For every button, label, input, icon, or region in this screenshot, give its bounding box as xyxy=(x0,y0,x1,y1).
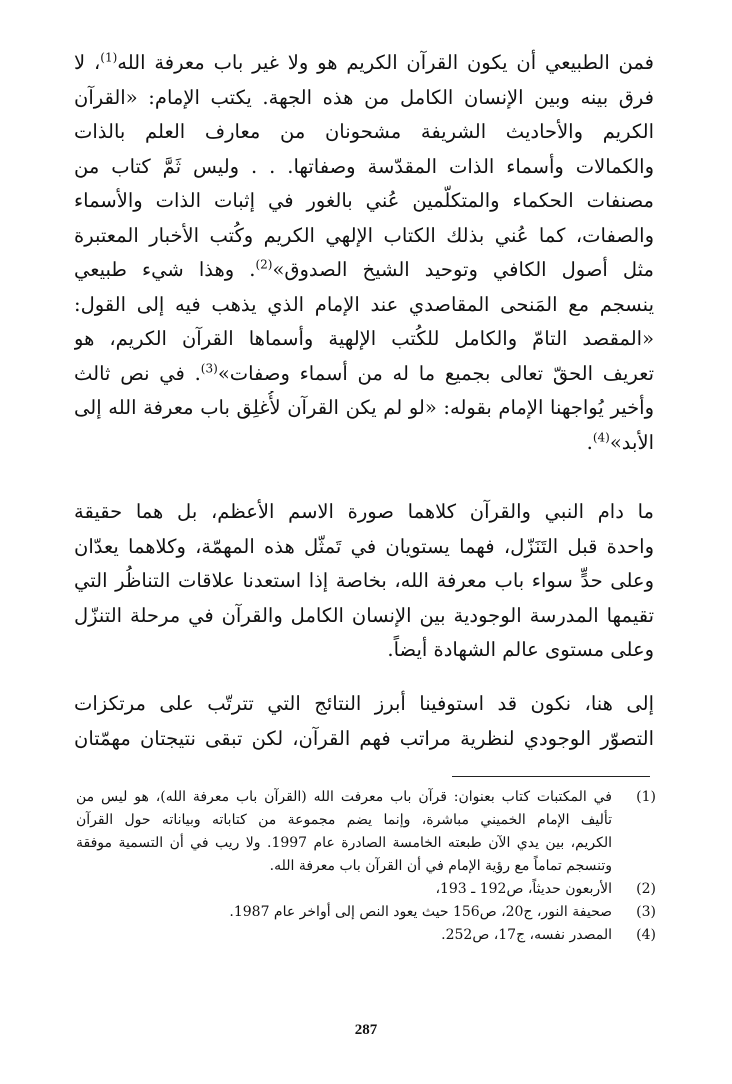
text-line: فرق بينه وبين الإنسان الكامل من هذه الجهة. يكتب الإمام: «القرآن xyxy=(74,85,654,109)
text-line: وعلى مستوى عالم الشهادة أيضاً. xyxy=(387,638,654,661)
text-line: والكمالات وأسماء الذات المقدّسة وصفاتها. . . وليس ثَمَّ كتاب من xyxy=(74,154,654,178)
footnotes xyxy=(76,786,656,947)
text-line: الكريم والأحاديث الشريفة مشحونان من معارف العلم بالذات xyxy=(74,120,654,143)
text-line: «المقصد التامّ والكامل للكُتب الإلهية وأسماها القرآن الكريم، هو xyxy=(74,327,654,350)
footnote-separator xyxy=(452,776,650,777)
footnote-text xyxy=(76,878,612,901)
footnote-line: صحيفة النور، ج20، ص156 حيث يعود النص إلى أواخر عام 1987. xyxy=(229,904,612,920)
text-line: الأبد»$^{(4)}$. xyxy=(586,430,654,454)
paragraph-3 xyxy=(74,687,654,756)
footnote-ref[interactable]: (3) xyxy=(200,361,218,375)
footnote-number: (3) xyxy=(636,904,656,920)
text-line: مثل أصول الكافي وتوحيد الشيخ الصدوق»$^{(2)}$. وهذا شيء طبيعي xyxy=(74,257,654,281)
text-line: ينسجم مع المَنحى المقاصدي عند الإمام الذي يذهب فيه إلى القول: xyxy=(74,292,654,316)
footnote-number: (2) xyxy=(636,881,656,897)
text-line: تقيمها المدرسة الوجودية بين الإنسان الكامل والقرآن في مرحلة التنزّل xyxy=(74,603,654,627)
footnote-text xyxy=(76,901,612,924)
footnote-2 xyxy=(76,878,656,901)
text-line: والصفات، كما عُني بذلك الكتاب الإلهي الكريم وكُتب الأخبار المعتبرة xyxy=(74,223,654,247)
text-line: ما دام النبي والقرآن كلاهما صورة الاسم الأعظم، بل هما حقيقة xyxy=(74,500,654,523)
paragraph-2 xyxy=(74,495,654,668)
footnote-text xyxy=(76,924,612,947)
text-line: تعريف الحقّ تعالى بجميع ما له من أسماء وصفات»$^{(3)}$. في نص ثالث xyxy=(74,361,654,385)
text-line: إلى هنا، نكون قد استوفينا أبرز النتائج التي تترتّب على مرتكزات xyxy=(74,692,654,715)
page-number: 287 xyxy=(354,1022,378,1038)
footnote-ref[interactable]: (1) xyxy=(100,50,118,65)
footnote-4 xyxy=(76,924,656,947)
footnote-line: تأليف الإمام الخميني مباشرة، وإنما يضم مجموعة من كتاباته وبياناته حول القرآن xyxy=(76,812,612,828)
paragraph-1 xyxy=(74,46,654,460)
footnote-number: (1) xyxy=(636,789,656,805)
text-line: واحدة قبل التَنَزّل، فهما يستويان في تَمثّل هذه المهمّة، وكلاهما يعدّان xyxy=(74,534,654,558)
footnote-line: وتنسجم تماماً مع رؤية الإمام في أن القرآن باب معرفة الله. xyxy=(269,858,612,874)
footnote-ref[interactable]: (2) xyxy=(255,257,273,272)
footnote-line: الأربعون حديثاً، ص192 ـ 193، xyxy=(435,881,612,897)
text-line: وعلى حدٍّ سواء باب معرفة الله، بخاصة إذا استعدنا علاقات التناظُر التي xyxy=(74,569,654,592)
footnote-line: الكريم، بين يدي الآن طبعته الخامسة الصادرة عام 1997. ولا ريب في أن التسمية موفقة xyxy=(76,835,612,851)
text-line: فمن الطبيعي أن يكون القرآن الكريم هو ولا غير باب معرفة الله$^{(1)}$، لا xyxy=(74,50,654,74)
footnote-line: في المكتبات كتاب بعنوان: قرآن باب معرفت الله (القرآن باب معرفة الله)، هو ليس من xyxy=(76,789,612,805)
footnote-text xyxy=(76,786,612,878)
text-line: التصوّر الوجودي لنظرية مراتب فهم القرآن، لكن تبقى نتيجتان مهمّتان xyxy=(74,726,654,750)
footnote-3 xyxy=(76,901,656,924)
footnote-ref[interactable]: (4) xyxy=(592,430,610,444)
text-line: وأخير يُواجهنا الإمام بقوله: «لو لم يكن القرآن لأُغلِق باب معرفة الله إلى xyxy=(74,396,654,419)
footnote-line: المصدر نفسه، ج17، ص252. xyxy=(441,927,612,943)
text-line: مصنفات الحكماء والمتكلّمين عُني بالغور في إثبات الذات والأسماء xyxy=(74,189,654,212)
footnote-1 xyxy=(76,786,656,878)
footnote-number: (4) xyxy=(636,927,656,943)
